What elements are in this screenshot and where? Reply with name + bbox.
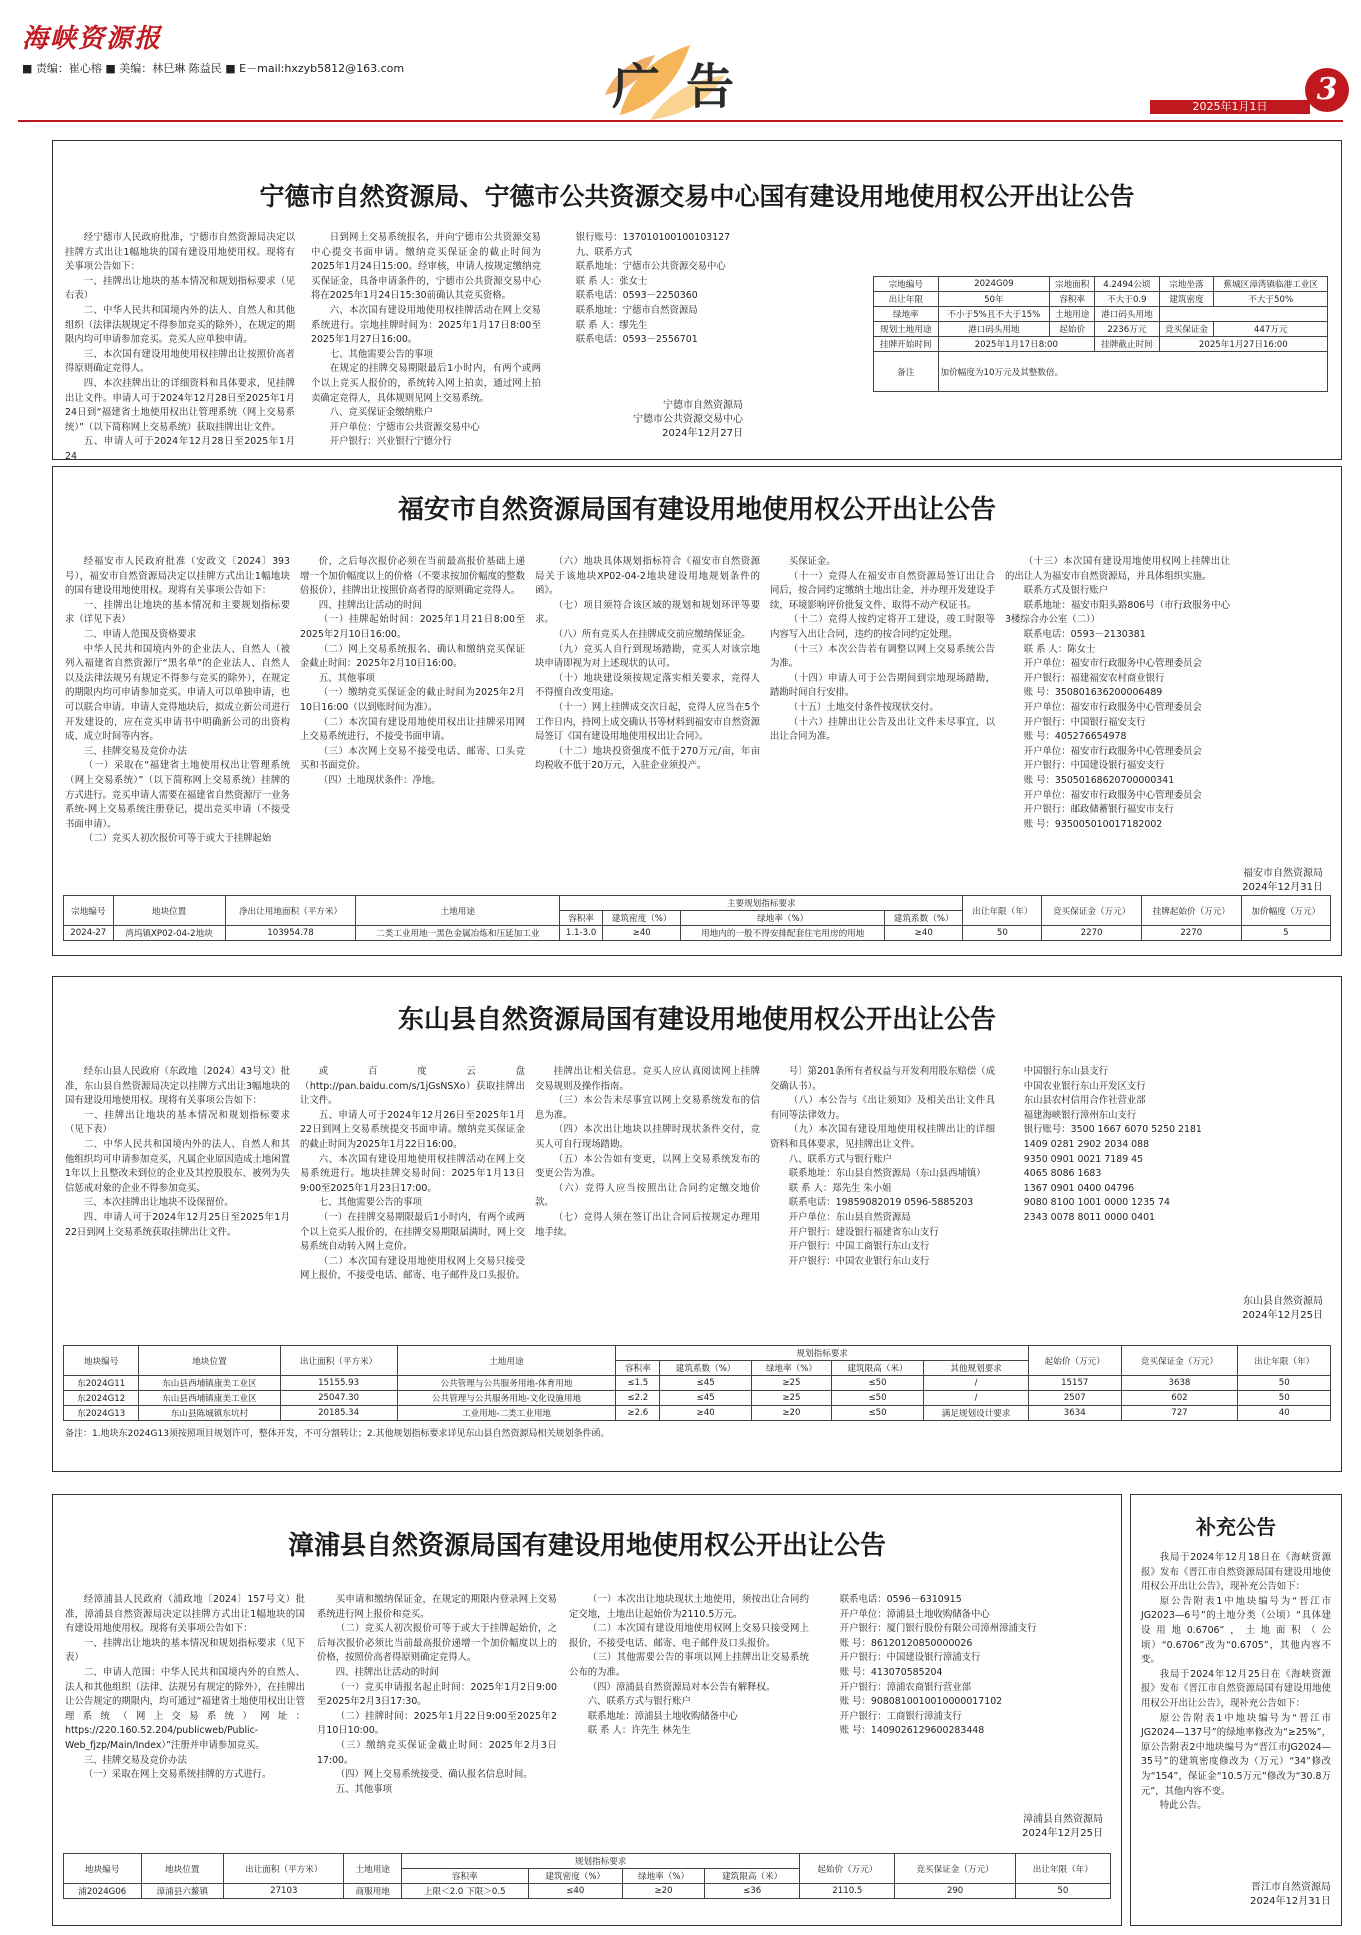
table-row: 备注 加价幅度为10万元及其整数倍。 bbox=[874, 352, 1328, 392]
table-head: 容积率 建筑密度（%） 绿地率（%） 建筑限高（米） bbox=[64, 1869, 1111, 1884]
table-head: 容积率 建筑系数（%） 绿地率（%） 建筑限高（米） 其他规划要求 bbox=[64, 1361, 1331, 1376]
dongshan-table bbox=[63, 1345, 1331, 1421]
table-row: 出让年限 50年 容积率 不大于0.9 建筑密度 不大于50% bbox=[874, 292, 1328, 307]
table-row: 东2024G12 东山县西埔镇康美工业区 25047.30 公共管理与公共服务用地-文化设施用地 ≤2.2 ≤45 ≥25 ≤50 / 2507 602 50 bbox=[64, 1391, 1331, 1406]
zhangpu-col1: 经漳浦县人民政府（浦政地〔2024〕157号文）批准，漳浦县自然资源局决定以挂牌方式出让1幅地块的国有建设用地使用权。现将有关事项公告如下： 一、挂牌出让地块的基本情况和规划指标要求（见下表） 二、申请人范围：中华人民共和国境内外的自然人、法人和其他组织（法律、法规另有规定的除外），在挂牌出让公告规定的期限内，均可通过“福建省土地使用权出让管理系统（网上交易系统）网址：https://220.160.52.204/publicweb/Public-Web_fjzp/Main/Index）”注册并申请参加竞买。 三、挂牌交易及竞价办法 （一）采取在网上交易系统挂牌的方式进行。 bbox=[65, 1594, 305, 1781]
page-number: 3 bbox=[1305, 68, 1349, 112]
fuan-title: 福安市自然资源局国有建设用地使用权公开出让公告 bbox=[397, 495, 996, 525]
zhangpu-title: 漳浦县自然资源局国有建设用地使用权公开出让公告 bbox=[287, 1531, 886, 1561]
fuan-col2: 价，之后每次报价必须在当前最高报价基础上递增一个加价幅度以上的价格（不要求按加价幅度的整数倍报价），挂牌出让按照价高者得的原则确定竞得人。 四、挂牌出让活动的时间 （一）挂牌起始时间：2025年1月21日8:00至2025年2月10日16:00。 （二）网上交易系统报名、确认和缴纳竞买保证金截止时间：2025年2月10日16:00。 五、其他事项 （一）缴纳竞买保证金的截止时间为2025年2月10日16:00（以到账时间为准）。 （二）本次国有建设用地使用权出让挂牌采用网上交易系统进行，不接受书面申请。 （三）本次网上交易不接受电话、邮寄、口头竞买和书面竞价。 （四）土地现状条件：净地。 bbox=[300, 556, 526, 786]
masthead-divider bbox=[18, 120, 1343, 122]
fuan-table bbox=[63, 895, 1331, 941]
dongshan-col2: 或百度云盘（http://pan.baidu.com/s/1jGsNSXo）获取挂牌出让文件。 五、申请人可于2024年12月26日至2025年1月22日到网上交易系统提交书面申请。缴纳竞买保证金的截止时间为2025年1月22日16:00。 六、本次国有建设用地使用权挂牌活动在网上交易系统进行。地块挂牌交易时间：2025年1月13日9:00至2025年1月23日17:00。 七、其他需要公告的事项 （一）在挂牌交易期限最后1小时内，有两个或两个以上竞买人报价的，在挂牌交易期限届满时，网上交易系统自动转入网上竞价。 （二）本次国有建设用地使用权网上交易只接受网上报价，不接受电话、邮寄、电子邮件及口头报价。 bbox=[300, 1066, 526, 1282]
supplement-title: 补充公告 bbox=[1196, 1515, 1276, 1539]
ningde-col3: 银行账号：137010100100103127 九、联系方式 联系地址：宁德市公共资源交易中心 联 系 人：张女士 联系电话：0593－2250360 联系地址：宁德市自然资源局 联 系 人：缪先生 联系电话：0593－2556701 bbox=[575, 232, 731, 346]
zhangpu-notice bbox=[52, 1494, 1122, 1926]
newspaper-brand: 海峡资源报 bbox=[22, 24, 163, 54]
ningde-signature: 宁德市自然资源局 宁德市公共资源交易中心 2024年12月27日 bbox=[633, 400, 743, 439]
fuan-col3: （六）地块具体规划指标符合《福安市自然资源局关于该地块XP02-04-2地块建设用地规划条件的函》。 （七）项目须符合该区域的规划和规划环评等要求。 （八）所有竞买人在挂牌成交前应缴纳保证金。 （九）竞买人自行到现场踏勘，竞买人对该宗地块申请即视为对上述现状的认可。 （十）地块建设须按规定落实相关要求，竞得人不得擅自改变用途。 （十一）网上挂牌成交次日起，竞得人应当在5个工作日内，持网上成交确认书等材料到福安市自然资源局签订《国有建设用地使用权出让合同》。 （十二）地块投资强度不低于270万元/亩，年亩均税收不低于20万元，入驻企业须投产。 bbox=[535, 556, 761, 772]
dongshan-signature: 东山县自然资源局 2024年12月25日 bbox=[1242, 1296, 1323, 1321]
ningde-col1: 经宁德市人民政府批准，宁德市自然资源局决定以挂牌方式出让1幅地块的国有建设用地使用权。现将有关事项公告如下： 一、挂牌出让地块的基本情况和规划指标要求（见右表） 二、中华人民共和国境内外的法人、自然人和其他组织（法律法规规定不得参加竞买的除外），在规定的期限内均可申请参加竞买。竞买人应单独申请。 三、本次国有建设用地使用权挂牌出让按照价高者得原则确定竞得人。 四、本次挂牌出让的详细资料和具体要求，见挂牌出让文件。申请人可于2024年12月28日至2025年1月24日到“福建省土地使用权出让管理系统（网上交易系统）”（以下简称网上交易系统）获取挂牌出让文件。 五、申请人可于2024年12月28日至2025年1月24 bbox=[65, 232, 295, 462]
ningde-col2: 日到网上交易系统报名，并向宁德市公共资源交易中心提交书面申请。缴纳竞买保证金的截止时间为2025年1月24日15:00。经审核，申请人按规定缴纳竞买保证金，具备申请条件的，宁德市公共资源交易中心将在2025年1月24日15:30前确认其竞买资格。 六、本次国有建设用地使用权挂牌活动在网上交易系统进行。宗地挂牌时间为：2025年1月17日8:00至2025年1月27日16:00。 七、其他需要公告的事项 在规定的挂牌交易期限最后1小时内，有两个或两个以上竞买人报价的，系统转入网上拍卖，通过网上拍卖确定竞得人，具体规则见网上交易系统。 八、竞买保证金缴纳账户 开户单位：宁德市公共资源交易中心 开户银行：兴业银行宁德分行 bbox=[311, 232, 541, 448]
dongshan-col3: 挂牌出让相关信息。竞买人应认真阅读网上挂牌交易规则及操作指南。 （三）本公告未尽事宜以网上交易系统发布的信息为准。 （四）本次出让地块以挂牌时现状条件交付，竞买人可自行现场踏勘。 （五）本公告如有变更，以网上交易系统发布的变更公告为准。 （六）竞得人应当按照出让合同约定缴交地价款。 （七）竞得人须在签订出让合同后按规定办理用地手续。 bbox=[535, 1066, 760, 1238]
table-row: 东2024G11 东山县西埔镇康美工业区 15155.93 公共管理与公共服务用地-体育用地 ≤1.5 ≤45 ≥25 ≤50 / 15157 3638 50 bbox=[64, 1376, 1331, 1391]
masthead bbox=[0, 0, 1361, 132]
ningde-table bbox=[873, 276, 1328, 392]
table-row: 东2024G13 东山县陈城镇东坑村 20185.34 工业用地-二类工业用地 ≥2.6 ≥40 ≥20 ≤50 满足规划设计要求 3634 727 40 bbox=[64, 1406, 1331, 1421]
section-title: 广告 bbox=[612, 59, 761, 115]
table-row: 绿地率 不小于5%且不大于15% 土地用途 港口码头用地 bbox=[874, 307, 1328, 322]
table-head: 地块编号 地块位置 出让面积（平方米） 土地用途 规划指标要求 起始价（万元） 竞买保证金（万元） 出让年限（年） bbox=[64, 1346, 1331, 1361]
zhangpu-col2: 买申请和缴纳保证金，在规定的期限内登录网上交易系统进行网上报价和竞买。 （二）竞买人初次报价可等于或大于挂牌起始价，之后每次报价必须比当前最高报价递增一个加价幅度以上的价格，按照价高者得原则确定竞得人。 四、挂牌出让活动的时间 （一）竞买申请报名起止时间：2025年1月2日9:00至2025年2月3日17:30。 （二）挂牌时间：2025年1月22日9:00至2025年2月10日10:00。 （三）缴纳竞买保证金截止时间：2025年2月3日17:00。 （四）网上交易系统接受、确认报名信息时间。 五、其他事项 bbox=[317, 1594, 557, 1795]
dongshan-table-note: 备注：1.地块东2024G13须按照项目规划许可，整体开发，不可分割转让；2.其他规划指标要求详见东山县自然资源局相关规划条件函。 bbox=[65, 1429, 610, 1439]
zhangpu-col4: 联系电话：0596－6310915 开户单位：漳浦县土地收购储备中心 开户银行：厦门银行股份有限公司漳州漳浦支行 账 号：86120120850000026 开户银行：中国建设银行漳浦支行 账 号：413070585204 开户银行：漳浦农商银行营业部 账 号：9080810010010000017102 开户银行：工商银行漳浦支行 账 号：1409026129600283448 bbox=[839, 1594, 1037, 1737]
dongshan-col1: 经东山县人民政府（东政地〔2024〕43号文）批准，东山县自然资源局决定以挂牌方式出让3幅地块的国有建设用地使用权。现将有关事项公告如下： 一、挂牌出让地块的基本情况和规划指标要求（见下表） 二、中华人民共和国境内外的法人、自然人和其他组织均可申请参加竞买，凡属企业原因造成土地闲置1年以上且整改未到位的企业及其控股股东、被列为失信惩戒对象的企业不得参加竞买。 三、本次挂牌出让地块不设保留价。 四、申请人可于2024年12月25日至2025年1月22日到网上交易系统获取挂牌出让文件。 bbox=[65, 1066, 291, 1238]
table-row: 2024-27 湾坞镇XP02-04-2地块 103954.78 二类工业用地一黑色金属冶炼和压延加工业 1.1-3.0 ≥40 用地内的一般不得安排配套住宅用房的用地 ≥40 50 2270 2270 5 bbox=[64, 926, 1331, 941]
fuan-col1: 经福安市人民政府批准（安政文〔2024〕393号），福安市自然资源局决定以挂牌方式出让1幅地块的国有建设用地使用权。现将有关事项公告如下： 一、挂牌出让地块的基本情况和主要规划指标要求（详见下表） 二、申请人范围及资格要求 中华人民共和国境内外的企业法人、自然人（被列入福建省自然资源厅“黑名单”的企业法人、自然人以及法律法规另有规定不得参与竞买的除外），在规定的期限内均可申请参加竞买。申请人可以单独申请，也可以联合申请。申请人竞得地块后，拟成立新公司进行开发建设的，应在竞买申请书中明确新公司的出资构成、成立时间等内容。 三、挂牌交易及竞价办法 （一）采取在“福建省土地使用权出让管理系统（网上交易系统）”（以下简称网上交易系统）挂牌的方式进行。竞买申请人需要在福建省自然资源厅一业务系统-网上交易系统注册登记，提出竞买申请（不接受书面申请）。 （二）竞买人初次报价可等于或大于挂牌起始 bbox=[65, 556, 291, 845]
supplement-body: 我局于2024年12月18日在《海峡资源报》发布《晋江市自然资源局国有建设用地使用权公开出让公告》，现补充公告如下： 原公告附表1中地块编号为“晋江市JG2023—6号”的土地分类（公顷）“具体建设用地0.6706”，土地面积（公顷）“0.6706”改为“0.6705”，其他内容不变。 我局于2024年12月25日在《海峡资源报》发布《晋江市自然资源局国有建设用地使用权公开出让公告》，现补充公告如下： 原公告附表1中地块编号为“晋江市JG2024—137号”的绿地率修改为“≥25%”，原公告附表2中地块编号为“晋江市JG2024—35号”的建筑密度修改为（万元）“34”修改为“154”，保证金“10.5万元”修改为“30.8万元”，其他内容不变。 特此公告。 bbox=[1141, 1552, 1331, 1812]
fuan-col4: 买保证金。 （十一）竞得人在福安市自然资源局签订出让合同后，按合同约定缴纳土地出让金，并办理开发建设手续，环境影响评价批复文件、取得不动产权证书。 （十二）竞得人按约定将开工建设，竣工时限等内容写入出让合同，违约的按合同约定处理。 （十三）本次公告若有调整以网上交易系统公告为准。 （十四）申请人可于公告期间到宗地现场踏勘，踏勘时间自行安排。 （十五）土地交付条件按现状交付。 （十六）挂牌出让公告及出让文件未尽事宜，以出让合同为准。 bbox=[770, 556, 996, 743]
fuan-notice bbox=[52, 466, 1342, 956]
supplement-notice bbox=[1130, 1494, 1342, 1926]
zhangpu-col3: （一）本次出让地块现状土地使用，须按出让合同约定交地，土地出让起始价为2110.5万元。 （二）本次国有建设用地使用权网上交易只接受网上报价，不接受电话、邮寄、电子邮件及口头报价。 （三）其他需要公告的事项以网上挂牌出让交易系统公布的为准。 （四）漳浦县自然资源局对本公告有解释权。 六、联系方式与银行账户 联系地址：漳浦县土地收购储备中心 联 系 人：许先生 林先生 bbox=[569, 1594, 809, 1737]
dongshan-title: 东山县自然资源局国有建设用地使用权公开出让公告 bbox=[397, 1005, 996, 1035]
table-head: 地块编号 地块位置 出让面积（平方米） 土地用途 规划指标要求 起始价（万元） 竞买保证金（万元） 出让年限（年） bbox=[64, 1854, 1111, 1869]
fuan-signature: 福安市自然资源局 2024年12月31日 bbox=[1242, 868, 1323, 893]
ningde-notice bbox=[52, 140, 1342, 460]
issue-date: 2025年1月1日 bbox=[1150, 100, 1310, 114]
supplement-signature: 晋江市自然资源局 2024年12月31日 bbox=[1250, 1882, 1331, 1907]
zhangpu-signature: 漳浦县自然资源局 2024年12月25日 bbox=[1022, 1814, 1103, 1839]
fuan-col5: （十三）本次国有建设用地使用权网上挂牌出让的出让人为福安市自然资源局，并具体组织实施。 联系方式及银行账户 联系地址：福安市阳头路806号（市行政服务中心3楼综合办公室（二）） 联系电话：0593－2130381 联 系 人：陈女士 开户单位：福安市行政服务中心管理委员会 开户银行：福建福安农村商业银行 账 号：350801636200006489 开户单位：福安市行政服务中心管理委员会 开户银行：中国银行福安支行 账 号：405276654978 开户单位：福安市行政服务中心管理委员会 开户银行：中国建设银行福安支行 账 号：35050168620700000341 开户单位：福安市行政服务中心管理委员会 开户银行：邮政储蓄银行福安市支行 账 号：935005010017182002 bbox=[1005, 556, 1230, 830]
zhangpu-table bbox=[63, 1853, 1111, 1899]
dongshan-col5: 中国银行东山县支行 中国农业银行东山开发区支行 东山县农村信用合作社营业部 福建海峡银行漳州东山支行 银行账号：3500 1667 6070 5250 2181 1409 0281 2902 2034 088 9350 0901 0021 7189 45 4065 8086 1683 1367 0901 0400 04796 9080 8100 1001 0000 1235 74 2343 0078 8011 0000 0401 bbox=[1023, 1066, 1202, 1223]
ningde-title: 宁德市自然资源局、宁德市公共资源交易中心国有建设用地使用权公开出让公告 bbox=[259, 182, 1135, 211]
table-row: 浦2024G06 漳浦县六鳌镇 27103 商服用地 上限＜2.0 下限＞0.5 ≤40 ≥20 ≤36 2110.5 290 50 bbox=[64, 1884, 1111, 1899]
dongshan-notice bbox=[52, 976, 1342, 1472]
dongshan-col4: 号〕第201条所有者权益与开发利用股东赔偿（成交确认书）。 （八）本公告与《出让须知》及相关出让文件具有同等法律效力。 （九）本次国有建设用地使用权挂牌出让的详细资料和具体要求，见挂牌出让文件。 八、联系方式与银行账户 联系地址：东山县自然资源局（东山县西埔镇） 联 系 人：郑先生 朱小姐 联系电话：19859082019 0596-5885203 开户单位：东山县自然资源局 开户银行：建设银行福建省东山支行 开户银行：中国工商银行东山支行 开户银行：中国农业银行东山支行 bbox=[770, 1066, 995, 1267]
table-head: 容积率 建筑密度（%） 绿地率（%） 建筑系数（%） bbox=[64, 911, 1331, 926]
table-row: 挂牌开始时间 2025年1月17日8:00 挂牌截止时间 2025年1月27日16:00 bbox=[874, 337, 1328, 352]
table-row: 规划土地用途 港口码头用地 起始价 2236万元 竞买保证金 447万元 bbox=[874, 322, 1328, 337]
table-row: 宗地编号 2024G09 宗地面积 4.2494公顷 宗地坐落 蕉城区漳湾镇临港工业区 bbox=[874, 277, 1328, 292]
editors-line: ■ 责编：崔心榕 ■ 美编：林巳琳 陈益民 ■ E－mail:hxzyb5812@163.com bbox=[22, 62, 405, 75]
table-head: 宗地编号 地块位置 净出让用地面积（平方米） 土地用途 主要规划指标要求 出让年限（年） 竞买保证金（万元） 挂牌起始价（万元） 加价幅度（万元） bbox=[64, 896, 1331, 911]
